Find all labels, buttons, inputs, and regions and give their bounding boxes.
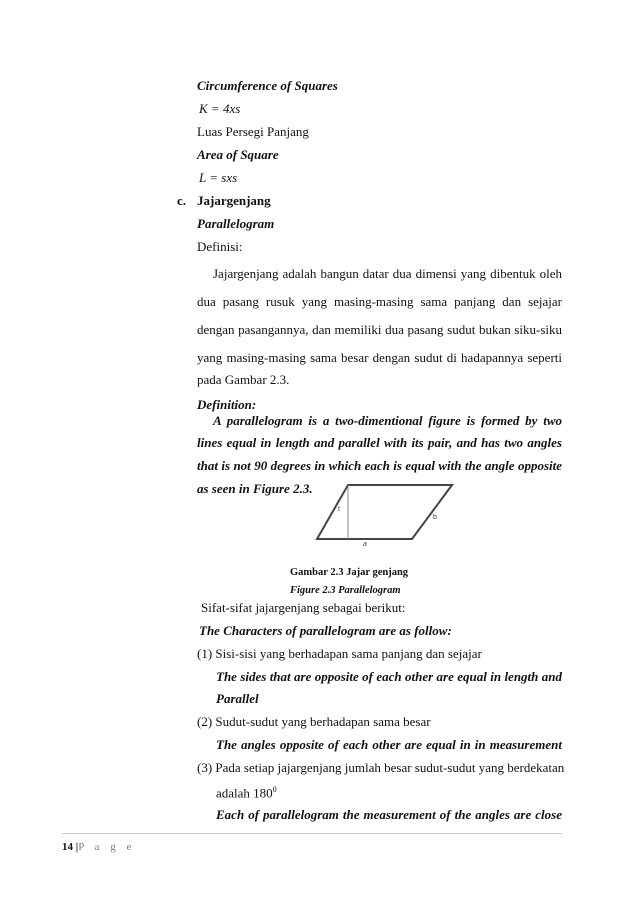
property-1-en-line-2: Parallel xyxy=(216,691,259,706)
definisi-line-1: Jajargenjang adalah bangun datar dua dimensi yang dibentuk oleh xyxy=(213,266,562,281)
figure-caption-id: Gambar 2.3 Jajar genjang xyxy=(290,567,409,578)
formula-area: L = sxs xyxy=(199,170,238,185)
property-1-en-line-1: The sides that are opposite of each other are equal in length and xyxy=(216,669,562,684)
figure-label-b: b xyxy=(433,514,437,521)
properties-intro-en: The Characters of parallelogram are as follow: xyxy=(199,623,452,638)
property-2-id: (2) Sudut-sudut yang berhadapan sama besar xyxy=(197,714,431,729)
section-title-jajargenjang: Jajargenjang xyxy=(197,193,271,208)
footer-page-word: P a g e xyxy=(78,841,136,853)
definisi-line-5: pada Gambar 2.3. xyxy=(197,372,290,387)
section-marker-c: c. xyxy=(177,193,187,208)
formula-circumference: K = 4xs xyxy=(199,101,241,116)
property-3-id-line-1: (3) Pada setiap jajargenjang jumlah besar sudut-sudut yang berdekatan xyxy=(197,760,565,775)
definition-line-3: that is not 90 degrees in which each is equal with the angle opposite xyxy=(197,458,562,473)
label-definition: Definition: xyxy=(197,397,257,412)
figure-label-a: a xyxy=(363,541,367,546)
property-1-id: (1) Sisi-sisi yang berhadapan sama panjang dan sejajar xyxy=(197,646,482,661)
property-2-en: The angles opposite of each other are equal in in measurement xyxy=(216,737,562,752)
properties-intro-id: Sifat-sifat jajargenjang sebagai berikut: xyxy=(201,600,406,615)
property-3-id-line-2 xyxy=(216,782,277,801)
heading-area-of-square: Area of Square xyxy=(197,147,279,162)
degree-superscript: 0 xyxy=(272,785,277,794)
definition-line-2: lines equal in length and parallel with its pair, and has two angles xyxy=(197,435,562,450)
figure-caption-en: Figure 2.3 Parallelogram xyxy=(290,585,401,596)
figure-label-t: t xyxy=(338,506,340,513)
heading-circumference-of-squares: Circumference of Squares xyxy=(197,78,338,93)
definisi-line-4: yang masing-masing sama besar dengan sudut di hadapannya seperti xyxy=(197,350,562,365)
definisi-line-2: dua pasang rusuk yang masing-masing sama panjang dan sejajar xyxy=(197,294,562,309)
footer-divider xyxy=(62,833,562,834)
definisi-line-3: dengan pasangannya, dan memiliki dua pasang sudut bukan siku-siku xyxy=(197,322,562,337)
definition-line-4: as seen in Figure 2.3. xyxy=(197,481,313,496)
definition-line-1: A parallelogram is a two-dimentional figure is formed by two xyxy=(213,413,562,428)
parallelogram-figure xyxy=(312,480,462,546)
label-definisi: Definisi: xyxy=(197,239,243,254)
heading-luas-persegi-panjang: Luas Persegi Panjang xyxy=(197,124,309,139)
property-3-id-text: adalah 180 xyxy=(216,785,273,801)
footer-separator: | xyxy=(75,841,79,853)
property-3-en: Each of parallelogram the measurement of the angles are close xyxy=(216,807,562,822)
page-footer xyxy=(62,840,135,854)
page-number: 14 xyxy=(62,841,73,853)
section-title-parallelogram: Parallelogram xyxy=(197,216,275,231)
